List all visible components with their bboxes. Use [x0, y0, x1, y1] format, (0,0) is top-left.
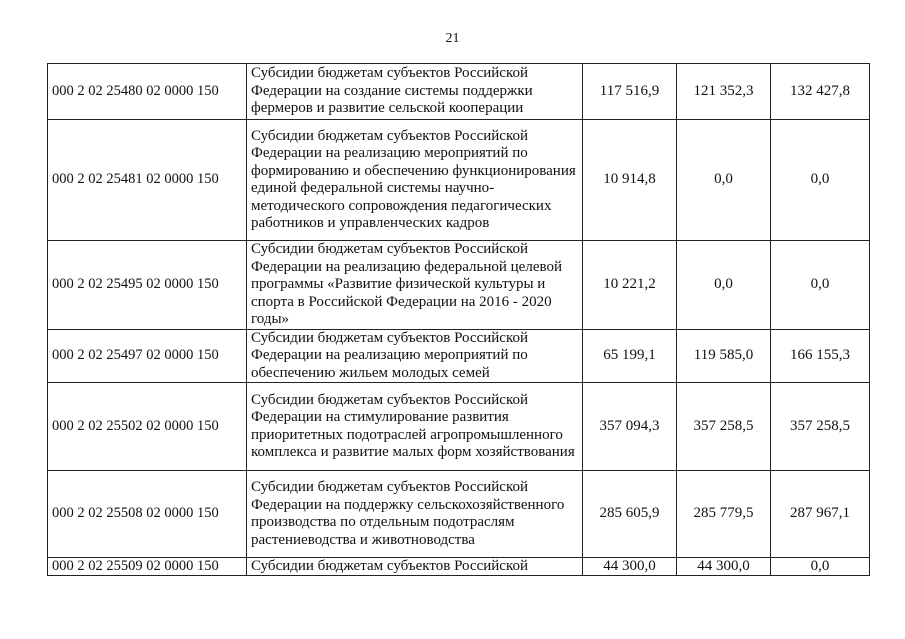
table-row	[48, 64, 870, 120]
amount-year2-cell: 0,0	[677, 120, 771, 241]
amount-year1-cell: 10 914,8	[583, 120, 677, 241]
budget-code-cell: 000 2 02 25509 02 0000 150	[48, 558, 247, 576]
amount-year3-cell: 0,0	[771, 241, 870, 330]
amount-year2-cell: 121 352,3	[677, 64, 771, 120]
revenue-name-cell: Субсидии бюджетам субъектов Российской Федерации на реализацию мероприятий по обеспечению жильем молодых семей	[247, 329, 583, 383]
budget-revenue-table	[47, 63, 870, 576]
amount-year2-cell: 0,0	[677, 241, 771, 330]
revenue-name-cell: Субсидии бюджетам субъектов Российской Федерации на реализацию мероприятий по формированию и обеспечению функционирования единой федеральной системы научно-методического сопровождения педагогических работников и управленческих кадров	[247, 120, 583, 241]
revenue-name-cell: Субсидии бюджетам субъектов Российской Федерации на стимулирование развития приоритетных подотраслей агропромышленного комплекса и развитие малых форм хозяйствования	[247, 383, 583, 471]
revenue-name-cell: Субсидии бюджетам субъектов Российской Федерации на создание системы поддержки фермеров и развитие сельской кооперации	[247, 64, 583, 120]
revenue-name-cell: Субсидии бюджетам субъектов Российской	[247, 558, 583, 576]
table-row	[48, 120, 870, 241]
amount-year1-cell: 117 516,9	[583, 64, 677, 120]
table-row	[48, 558, 870, 576]
budget-code-cell: 000 2 02 25495 02 0000 150	[48, 241, 247, 330]
amount-year2-cell: 357 258,5	[677, 383, 771, 471]
amount-year1-cell: 65 199,1	[583, 329, 677, 383]
budget-code-cell: 000 2 02 25508 02 0000 150	[48, 471, 247, 558]
revenue-name-cell: Субсидии бюджетам субъектов Российской Федерации на реализацию федеральной целевой программы «Развитие физической культуры и спорта в Российской Федерации на 2016 - 2020 годы»	[247, 241, 583, 330]
amount-year1-cell: 10 221,2	[583, 241, 677, 330]
amount-year1-cell: 357 094,3	[583, 383, 677, 471]
amount-year3-cell: 132 427,8	[771, 64, 870, 120]
table-row	[48, 329, 870, 383]
table-row	[48, 241, 870, 330]
amount-year3-cell: 166 155,3	[771, 329, 870, 383]
amount-year1-cell: 285 605,9	[583, 471, 677, 558]
revenue-name-cell: Субсидии бюджетам субъектов Российской Федерации на поддержку сельскохозяйственного производства по отдельным подотраслям растениеводства и животноводства	[247, 471, 583, 558]
amount-year2-cell: 119 585,0	[677, 329, 771, 383]
amount-year3-cell: 287 967,1	[771, 471, 870, 558]
amount-year3-cell: 357 258,5	[771, 383, 870, 471]
table-row	[48, 383, 870, 471]
amount-year3-cell: 0,0	[771, 558, 870, 576]
budget-code-cell: 000 2 02 25481 02 0000 150	[48, 120, 247, 241]
budget-code-cell: 000 2 02 25502 02 0000 150	[48, 383, 247, 471]
amount-year1-cell: 44 300,0	[583, 558, 677, 576]
amount-year2-cell: 285 779,5	[677, 471, 771, 558]
budget-code-cell: 000 2 02 25480 02 0000 150	[48, 64, 247, 120]
amount-year2-cell: 44 300,0	[677, 558, 771, 576]
page-number: 21	[445, 31, 460, 46]
table-row	[48, 471, 870, 558]
budget-code-cell: 000 2 02 25497 02 0000 150	[48, 329, 247, 383]
amount-year3-cell: 0,0	[771, 120, 870, 241]
